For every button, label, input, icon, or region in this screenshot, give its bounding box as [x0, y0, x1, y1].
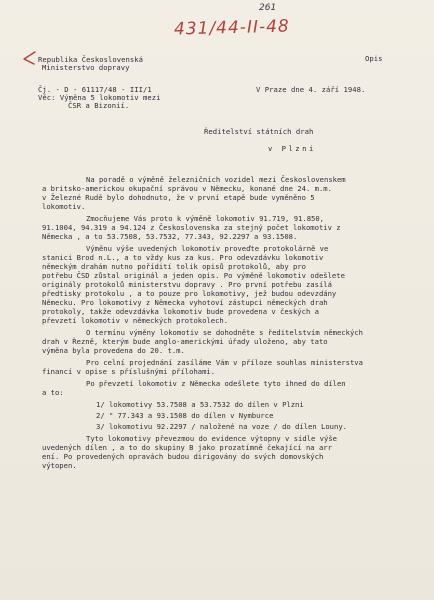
body-line: 91.1004, 94.319 a 94.124 z Československa za stejný počet lokomotiv z — [42, 223, 341, 232]
body-line: potřebu ČSD zůstal originál a jeden opis. Po výměně lokomotiv odešlete — [42, 271, 345, 280]
letterhead-line1: Republika Československá — [38, 55, 144, 64]
body-line: lokomotiv. — [42, 202, 86, 211]
body-line: výměna byla provedena do 20. t.m. — [42, 346, 185, 355]
handwritten-page-number: 261 — [259, 3, 277, 13]
addressee-line1: Ředitelství státních drah — [204, 127, 314, 136]
body-line: převzetí lokomotiv v německých protokolech. — [42, 316, 229, 325]
body-line: uvedených dílen , a to do skupiny B jako prozatímně čekající na arr — [42, 443, 332, 452]
body-line: předtisky protokolu , a to pouze pro lokomotivy, jež budou odevzdány — [42, 289, 337, 298]
subject-line1: Věc: Výměna 5 lokomotiv mezi — [38, 93, 161, 102]
body-line: 1/ lokomotivy 53.7508 a 53.7532 do dílen v Plzni — [96, 400, 304, 409]
body-line: stanici Brod n.L., a to vždy kus za kus. Pro odevzdávku lokomotiv — [42, 253, 324, 262]
body-line: financí v opise s příslušnými přílohami. — [42, 367, 216, 376]
body-line: protokoly, takže odevzdávka lokomotiv bude provedena v českých a — [42, 307, 319, 316]
body-line: drah v Řezně, kterým bude anglo-americkými úřady uloženo, aby tato — [42, 337, 328, 346]
body-line: 3/ lokomotivu 92.2297 / naložené na voze / do dílen Louny. — [96, 422, 347, 431]
body-line: a to: — [42, 388, 64, 397]
body-line: 2/ " 77.343 a 93.1508 do dílen v Nymburce — [96, 411, 274, 420]
body-line: německým drahám nutno pořídití tolik opisů protokolů, aby pro — [42, 262, 306, 271]
body-line: Německu. Pro lokomotivy z Německa vyhotoví zástupci německých drah — [42, 298, 328, 307]
addressee-line2: v Plzni — [268, 144, 316, 153]
letterhead-line2: Ministerstvo dopravy — [42, 63, 130, 72]
body-line: Zmocňujeme Vás proto k výměně lokomotiv 91.719, 91.850, — [86, 214, 324, 223]
body-line: Německa , a to 53.7508, 53.7532, 77.343, 92.2297 a 93.1508. — [42, 232, 298, 241]
place-date: V Praze dne 4. září 1948. — [256, 85, 366, 94]
copy-mark: Opis — [365, 54, 383, 63]
handwritten-arrow-icon — [22, 50, 36, 66]
body-line: Po převzetí lokomotiv z Německa odešlete tyto ihned do dílen — [86, 379, 346, 388]
body-line: Výměnu výše uvedených lokomotiv proveďte protokolárně ve — [86, 244, 329, 253]
body-line: v Železné Rudě bylo dohodnuto, že v první etapě bude vyměněno 5 — [42, 193, 315, 202]
body-line: výtopen. — [42, 461, 77, 470]
body-line: a britsko-americkou okupační správou v Německu, konané dne 24. m.m. — [42, 184, 332, 193]
body-line: O termínu výměny lokomotiv se dohodněte s ředitelstvím německých — [86, 328, 363, 337]
body-line: Pro celní projednání zasíláme Vám v příloze souhlas ministerstva — [86, 358, 363, 367]
handwritten-reference: 431/44-II-48 — [173, 16, 290, 40]
body-line: originály protokolů ministerstvu dopravy . Pro první potřebu zasílá — [42, 280, 332, 289]
body-line: ení. Po provedených opravách budou dirigovány do svých domovských — [42, 452, 324, 461]
reference-number: Čj. - D - 61117/48 - III/1 — [38, 85, 152, 94]
subject-line2: ČSR a Bizonií. — [68, 101, 130, 110]
body-line: Na poradě o výměně železničních vozidel mezi Československem — [86, 175, 346, 184]
body-line: Tyto lokomotivy převezmou do evidence výtopny v sídle výše — [86, 434, 337, 443]
